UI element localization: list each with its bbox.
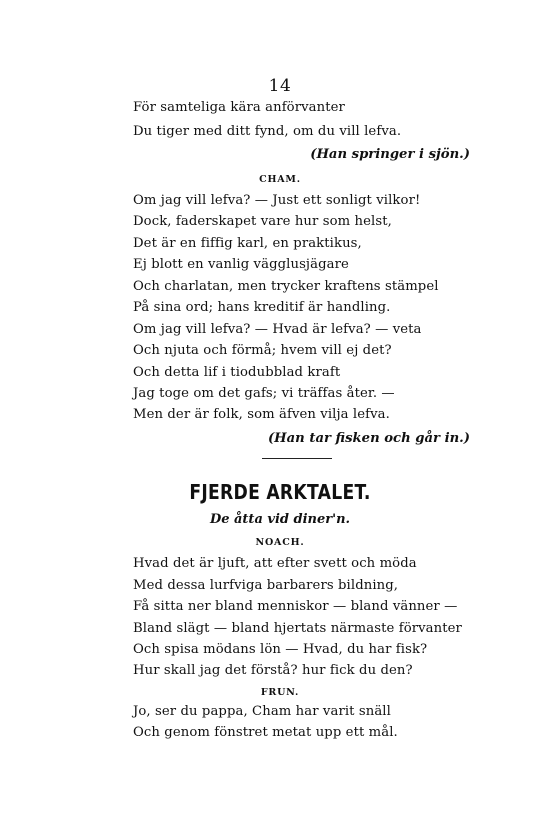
verse-line: Och detta lif i tiodubblad kraft bbox=[133, 365, 341, 380]
verse-line: Och charlatan, men trycker kraftens stämpel bbox=[133, 279, 439, 294]
verse-line: Ej blott en vanlig vägglusjägare bbox=[133, 257, 349, 272]
verse-line: Dock, faderskapet vare hur som helst, bbox=[133, 214, 392, 229]
speaker-name: NOACH. bbox=[255, 537, 305, 548]
verse-line: På sina ord; hans kreditif är handling. bbox=[133, 300, 391, 315]
stage-direction: (Han springer i sjön.) bbox=[310, 147, 470, 162]
verse-line: Jag toge om det gafs; vi träffas åter. — bbox=[133, 386, 395, 401]
speaker-name: FRUN. bbox=[260, 687, 300, 698]
verse-line: Bland slägt — bland hjertats närmaste förvanter bbox=[133, 621, 462, 636]
page-number: 14 bbox=[268, 76, 292, 96]
verse-line: Hur skall jag det förstå? hur fick du den? bbox=[133, 663, 413, 678]
verse-line: För samteliga kära anförvanter bbox=[133, 100, 345, 115]
verse-line: Få sitta ner bland menniskor — bland vänner — bbox=[133, 599, 458, 614]
stage-direction: (Han tar fisken och går in.) bbox=[267, 431, 470, 446]
verse-line: Det är en fiffig karl, en praktikus, bbox=[133, 236, 362, 251]
act-title: FJERDE ARKTALET. bbox=[189, 480, 371, 504]
verse-line: Men der är folk, som äfven vilja lefva. bbox=[133, 407, 390, 422]
verse-line: Och njuta och förmå; hvem vill ej det? bbox=[133, 343, 392, 358]
verse-line: Och spisa mödans lön — Hvad, du har fisk? bbox=[133, 642, 428, 657]
verse-line: Om jag vill lefva? — Just ett sonligt vilkor! bbox=[133, 193, 421, 208]
verse-line: Du tiger med ditt fynd, om du vill lefva. bbox=[133, 124, 402, 139]
verse-line: Med dessa lurfviga barbarers bildning, bbox=[133, 578, 399, 593]
verse-line: Jo, ser du pappa, Cham har varit snäll bbox=[133, 704, 391, 719]
section-divider bbox=[262, 458, 332, 459]
speaker-name: CHAM. bbox=[259, 174, 301, 185]
verse-line: Hvad det är ljuft, att efter svett och möda bbox=[133, 556, 417, 571]
verse-line: Och genom fönstret metat upp ett mål. bbox=[133, 725, 398, 740]
scene-subtitle: De åtta vid diner'n. bbox=[209, 512, 351, 527]
verse-line: Om jag vill lefva? — Hvad är lefva? — veta bbox=[133, 322, 422, 337]
